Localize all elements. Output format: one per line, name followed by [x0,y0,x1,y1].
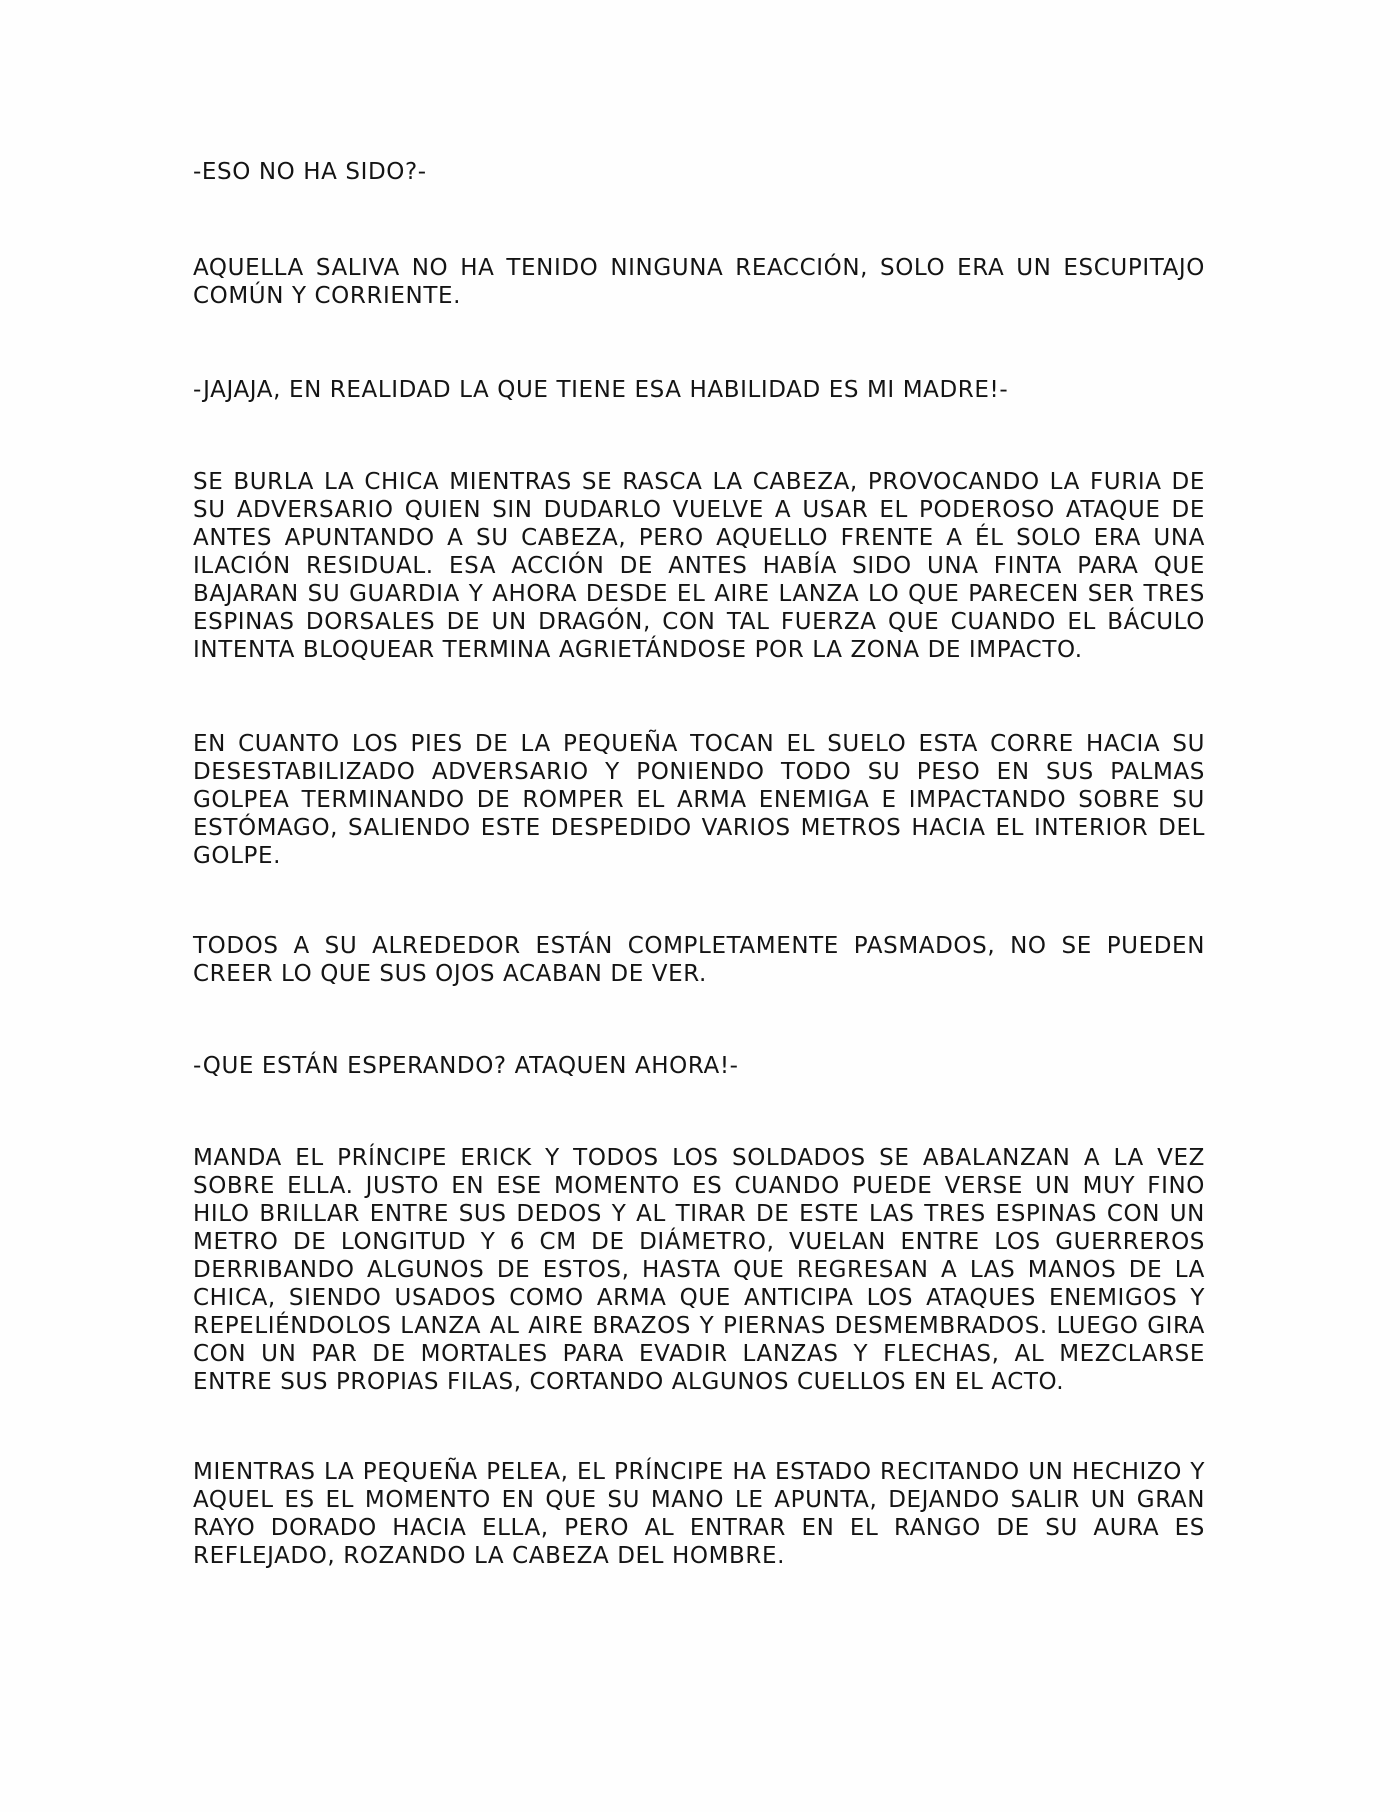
dialogue-line: -JAJAJA, EN REALIDAD LA QUE TIENE ESA HABILIDAD ES MI MADRE!- [193,377,1009,403]
narration-paragraph: TODOS A SU ALREDEDOR ESTÁN COMPLETAMENTE PASMADOS, NO SE PUEDEN CREER LO QUE SUS OJOS ACABAN DE VER. [193,933,1205,987]
narration-paragraph: MANDA EL PRÍNCIPE ERICK Y TODOS LOS SOLDADOS SE ABALANZAN A LA VEZ SOBRE ELLA. JUSTO EN ESE MOMENTO ES CUANDO PUEDE VERSE UN MUY FINO HILO BRILLAR ENTRE SUS DEDOS Y AL TIRAR DE ESTE LAS TRES ESPINAS CON UN METRO DE LONGITUD Y 6 CM DE DIÁMETRO, VUELAN ENTRE LOS GUERREROS DERRIBANDO ALGUNOS DE ESTOS, HASTA QUE REGRESAN A LAS MANOS DE LA CHICA, SIENDO USADOS COMO ARMA QUE ANTICIPA LOS ATAQUES ENEMIGOS Y REPELIÉNDOLOS LANZA AL AIRE BRAZOS Y PIERNAS DESMEMBRADOS. LUEGO GIRA CON UN PAR DE MORTALES PARA EVADIR LANZAS Y FLECHAS, AL MEZCLARSE ENTRE SUS PROPIAS FILAS, CORTANDO ALGUNOS CUELLOS EN EL ACTO. [193,1145,1205,1395]
dialogue-line: -QUE ESTÁN ESPERANDO? ATAQUEN AHORA!- [193,1053,739,1079]
narration-paragraph: EN CUANTO LOS PIES DE LA PEQUEÑA TOCAN EL SUELO ESTA CORRE HACIA SU DESESTABILIZADO ADVERSARIO Y PONIENDO TODO SU PESO EN SUS PALMAS GOLPEA TERMINANDO DE ROMPER EL ARMA ENEMIGA E IMPACTANDO SOBRE SU ESTÓMAGO, SALIENDO ESTE DESPEDIDO VARIOS METROS HACIA EL INTERIOR DEL GOLPE. [193,731,1205,869]
narration-paragraph: SE BURLA LA CHICA MIENTRAS SE RASCA LA CABEZA, PROVOCANDO LA FURIA DE SU ADVERSARIO QUIEN SIN DUDARLO VUELVE A USAR EL PODEROSO ATAQUE DE ANTES APUNTANDO A SU CABEZA, PERO AQUELLO FRENTE A ÉL SOLO ERA UNA ILACIÓN RESIDUAL. ESA ACCIÓN DE ANTES HABÍA SIDO UNA FINTA PARA QUE BAJARAN SU GUARDIA Y AHORA DESDE EL AIRE LANZA LO QUE PARECEN SER TRES ESPINAS DORSALES DE UN DRAGÓN, CON TAL FUERZA QUE CUANDO EL BÁCULO INTENTA BLOQUEAR TERMINA AGRIETÁNDOSE POR LA ZONA DE IMPACTO. [193,469,1205,663]
narration-paragraph: MIENTRAS LA PEQUEÑA PELEA, EL PRÍNCIPE HA ESTADO RECITANDO UN HECHIZO Y AQUEL ES EL MOMENTO EN QUE SU MANO LE APUNTA, DEJANDO SALIR UN GRAN RAYO DORADO HACIA ELLA, PERO AL ENTRAR EN EL RANGO DE SU AURA ES REFLEJADO, ROZANDO LA CABEZA DEL HOMBRE. [193,1459,1205,1569]
narration-paragraph: AQUELLA SALIVA NO HA TENIDO NINGUNA REACCIÓN, SOLO ERA UN ESCUPITAJO COMÚN Y CORRIENTE. [193,255,1205,309]
dialogue-line: -ESO NO HA SIDO?- [193,159,427,185]
